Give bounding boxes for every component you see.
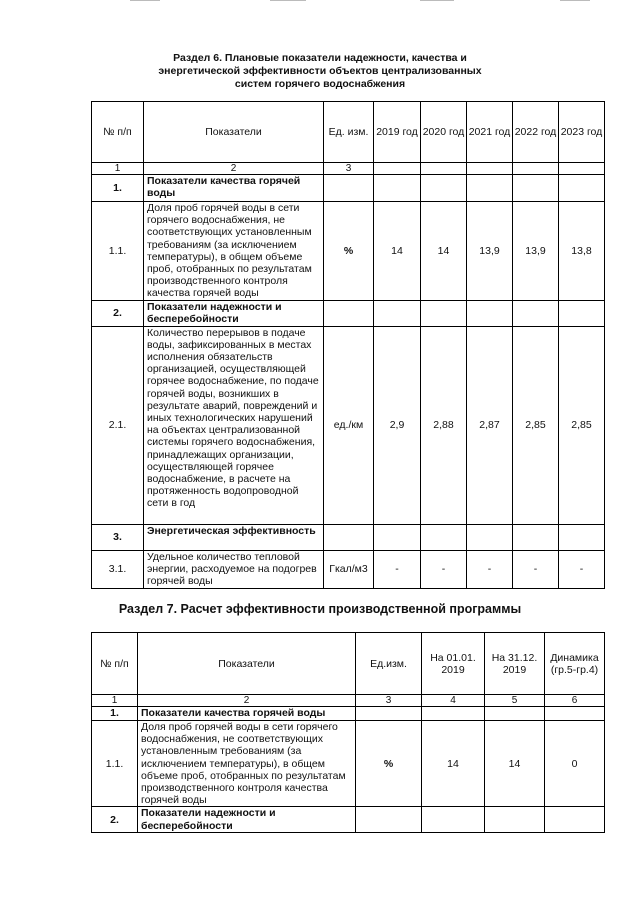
row-unit: Гкал/м3 bbox=[324, 550, 374, 588]
empty-cell bbox=[485, 707, 545, 721]
header-num: № п/п bbox=[92, 633, 138, 695]
value-cell: 2,87 bbox=[467, 326, 513, 524]
empty-cell bbox=[421, 175, 467, 202]
empty-cell bbox=[545, 707, 605, 721]
value-cell: 2,85 bbox=[559, 326, 605, 524]
header-year: 2021 год bbox=[467, 102, 513, 163]
column-number: 1 bbox=[92, 163, 144, 175]
value-cell: 14 bbox=[422, 721, 485, 807]
table-row bbox=[92, 326, 605, 524]
empty-cell bbox=[324, 300, 374, 326]
empty-cell bbox=[356, 707, 422, 721]
row-unit: ед./км bbox=[324, 326, 374, 524]
row-num: 1. bbox=[92, 175, 144, 202]
header-num: № п/п bbox=[92, 102, 144, 163]
column-number: 6 bbox=[545, 695, 605, 707]
value-cell: 0 bbox=[545, 721, 605, 807]
row-num: 2. bbox=[92, 300, 144, 326]
empty-cell bbox=[374, 524, 421, 550]
section-6-title-line: энергетической эффективности объектов централизованных bbox=[158, 65, 482, 77]
empty-cell bbox=[356, 807, 422, 833]
header-start: На 01.01. 2019 bbox=[422, 633, 485, 695]
empty-cell bbox=[513, 163, 559, 175]
header-year: 2023 год bbox=[559, 102, 605, 163]
row-unit: % bbox=[356, 721, 422, 807]
section-6-title-line: Раздел 6. Плановые показатели надежности, качества и bbox=[173, 52, 467, 64]
row-num: 1.1. bbox=[92, 202, 144, 301]
table-row bbox=[92, 175, 605, 202]
column-number: 2 bbox=[144, 163, 324, 175]
table-header-row bbox=[92, 102, 605, 163]
value-cell: 13,9 bbox=[467, 202, 513, 301]
empty-cell bbox=[421, 163, 467, 175]
section-7-title: Раздел 7. Расчет эффективности производственной программы bbox=[118, 602, 522, 616]
scan-artifact bbox=[420, 0, 454, 1]
header-dynamics: Динамика (гр.5-гр.4) bbox=[545, 633, 605, 695]
row-num: 2. bbox=[92, 807, 138, 833]
column-number: 3 bbox=[324, 163, 374, 175]
row-label: Показатели надежности и бесперебойности bbox=[138, 807, 356, 833]
column-number: 5 bbox=[485, 695, 545, 707]
column-number-row bbox=[92, 695, 605, 707]
empty-cell bbox=[467, 300, 513, 326]
header-indicators: Показатели bbox=[138, 633, 356, 695]
value-cell: - bbox=[559, 550, 605, 588]
value-cell: 14 bbox=[421, 202, 467, 301]
header-indicators: Показатели bbox=[144, 102, 324, 163]
column-number: 4 bbox=[422, 695, 485, 707]
row-num: 1.1. bbox=[92, 721, 138, 807]
header-year: 2020 год bbox=[421, 102, 467, 163]
scan-artifact bbox=[560, 0, 590, 1]
section-7-table bbox=[91, 632, 605, 833]
row-label: Показатели надежности и бесперебойности bbox=[144, 300, 324, 326]
scan-artifact bbox=[270, 0, 306, 1]
empty-cell bbox=[467, 175, 513, 202]
row-label: Показатели качества горячей воды bbox=[144, 175, 324, 202]
table-row bbox=[92, 807, 605, 833]
value-cell: 13,8 bbox=[559, 202, 605, 301]
table-header-row bbox=[92, 633, 605, 695]
value-cell: 2,88 bbox=[421, 326, 467, 524]
empty-cell bbox=[374, 163, 421, 175]
empty-cell bbox=[324, 175, 374, 202]
empty-cell bbox=[513, 524, 559, 550]
table-row bbox=[92, 707, 605, 721]
value-cell: - bbox=[467, 550, 513, 588]
empty-cell bbox=[559, 300, 605, 326]
empty-cell bbox=[422, 707, 485, 721]
row-num: 1. bbox=[92, 707, 138, 721]
empty-cell bbox=[421, 524, 467, 550]
empty-cell bbox=[513, 175, 559, 202]
empty-cell bbox=[559, 175, 605, 202]
table-row bbox=[92, 550, 605, 588]
empty-cell bbox=[559, 524, 605, 550]
row-label: Количество перерывов в подаче воды, зафиксированных в местах исполнения обязательств организацией, осуществляющей горячее водоснабжение, по подаче горячей воды, возникших в результате аварий, повреждений и иных технологических нарушений на объектах централизованной системы горячего водоснабжения, принадлежащих организации, осуществляющей горячее водоснабжение, в расчете на протяженность водопроводной сети в год bbox=[144, 326, 324, 524]
empty-cell bbox=[467, 524, 513, 550]
empty-cell bbox=[485, 807, 545, 833]
table-row bbox=[92, 300, 605, 326]
value-cell: - bbox=[421, 550, 467, 588]
row-label: Доля проб горячей воды в сети горячего водоснабжения, не соответствующих установленным требованиям (за исключением температуры), в общем объеме проб, отобранных по результатам производственного контроля качества горячей воды bbox=[144, 202, 324, 301]
table-row bbox=[92, 721, 605, 807]
section-6-table bbox=[91, 101, 605, 589]
empty-cell bbox=[422, 807, 485, 833]
row-num: 2.1. bbox=[92, 326, 144, 524]
empty-cell bbox=[421, 300, 467, 326]
header-year: 2019 год bbox=[374, 102, 421, 163]
empty-cell bbox=[513, 300, 559, 326]
header-unit: Ед.изм. bbox=[356, 633, 422, 695]
scan-artifact bbox=[130, 0, 160, 1]
empty-cell bbox=[467, 163, 513, 175]
empty-cell bbox=[545, 807, 605, 833]
row-num: 3. bbox=[92, 524, 144, 550]
empty-cell bbox=[374, 175, 421, 202]
value-cell: 2,9 bbox=[374, 326, 421, 524]
empty-cell bbox=[324, 524, 374, 550]
value-cell: 2,85 bbox=[513, 326, 559, 524]
row-label: Доля проб горячей воды в сети горячего водоснабжения, не соответствующих установленным требованиям (за исключением температуры), в общем объеме проб, отобранных по результатам производственного контроля качества горячей воды bbox=[138, 721, 356, 807]
section-6-title-line: систем горячего водоснабжения bbox=[234, 78, 406, 90]
column-number: 1 bbox=[92, 695, 138, 707]
header-year: 2022 год bbox=[513, 102, 559, 163]
empty-cell bbox=[559, 163, 605, 175]
row-num: 3.1. bbox=[92, 550, 144, 588]
column-number-row bbox=[92, 163, 605, 175]
value-cell: - bbox=[374, 550, 421, 588]
header-unit: Ед. изм. bbox=[324, 102, 374, 163]
value-cell: 13,9 bbox=[513, 202, 559, 301]
value-cell: 14 bbox=[374, 202, 421, 301]
value-cell: - bbox=[513, 550, 559, 588]
empty-cell bbox=[374, 300, 421, 326]
section-6-title bbox=[120, 52, 520, 91]
row-label: Показатели качества горячей воды bbox=[138, 707, 356, 721]
value-cell: 14 bbox=[485, 721, 545, 807]
header-end: На 31.12. 2019 bbox=[485, 633, 545, 695]
table-row bbox=[92, 202, 605, 301]
row-label: Энергетическая эффективность bbox=[144, 524, 324, 550]
row-label: Удельное количество тепловой энергии, расходуемое на подогрев горячей воды bbox=[144, 550, 324, 588]
column-number: 3 bbox=[356, 695, 422, 707]
column-number: 2 bbox=[138, 695, 356, 707]
table-row bbox=[92, 524, 605, 550]
row-unit: % bbox=[324, 202, 374, 301]
